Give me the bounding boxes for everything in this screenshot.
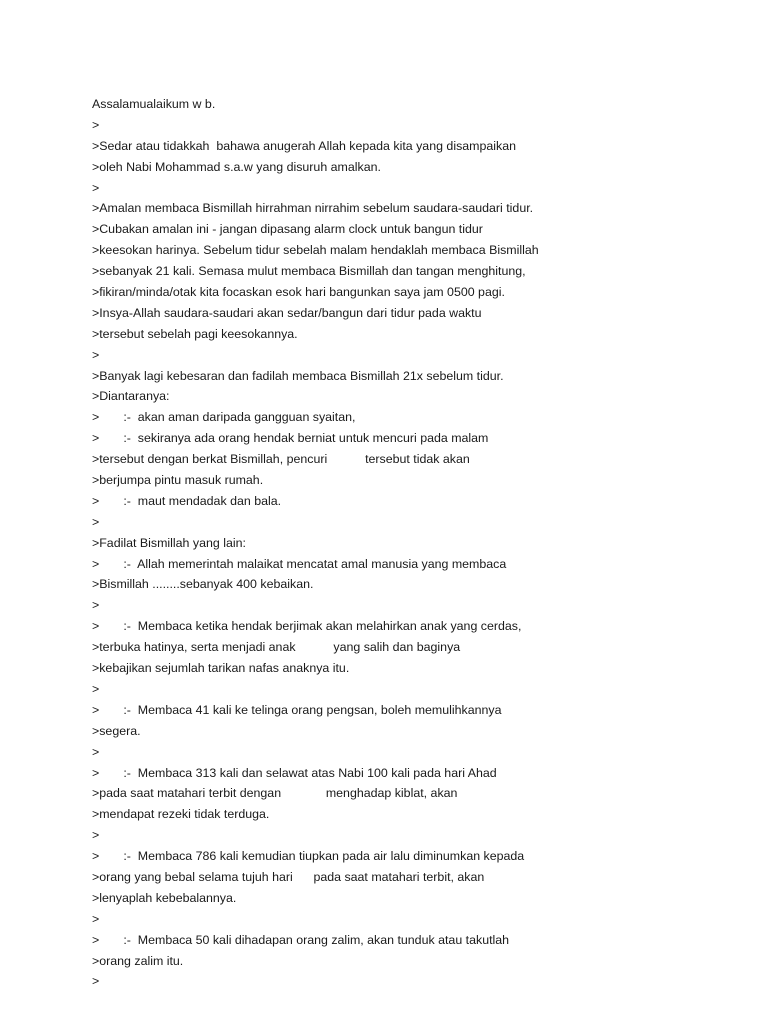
text-line: >segera. bbox=[92, 723, 141, 738]
document-body bbox=[92, 94, 732, 992]
text-line: > :- Membaca 50 kali dihadapan orang zalim, akan tunduk atau takutlah bbox=[92, 932, 510, 947]
text-line: >sebanyak 21 kali. Semasa mulut membaca Bismillah dan tangan menghitung, bbox=[92, 264, 526, 279]
text-line: > bbox=[92, 744, 100, 759]
text-line: >Cubakan amalan ini - jangan dipasang alarm clock untuk bangun tidur bbox=[92, 222, 483, 237]
text-line: > bbox=[92, 598, 100, 613]
text-line: >pada saat matahari terbit dengan menghadap kiblat, akan bbox=[92, 786, 458, 801]
text-line: >tersebut sebelah pagi keesokannya. bbox=[92, 326, 298, 341]
text-line: > :- Membaca 786 kali kemudian tiupkan pada air lalu diminumkan kepada bbox=[92, 849, 525, 864]
text-line: >Fadilat Bismillah yang lain: bbox=[92, 535, 246, 550]
text-line: > :- sekiranya ada orang hendak berniat untuk mencuri pada malam bbox=[92, 431, 489, 446]
text-line: > bbox=[92, 681, 100, 696]
text-line: > :- Membaca ketika hendak berjimak akan melahirkan anak yang cerdas, bbox=[92, 619, 522, 634]
text-line: >Amalan membaca Bismillah hirrahman nirrahim sebelum saudara-saudari tidur. bbox=[92, 201, 534, 216]
text-line: Assalamualaikum w b. bbox=[92, 97, 216, 111]
text-line: >Insya-Allah saudara-saudari akan sedar/bangun dari tidur pada waktu bbox=[92, 305, 482, 320]
text-line: >Banyak lagi kebesaran dan fadilah membaca Bismillah 21x sebelum tidur. bbox=[92, 368, 504, 383]
text-line: > :- Allah memerintah malaikat mencatat amal manusia yang membaca bbox=[92, 556, 507, 571]
text-line: > bbox=[92, 911, 100, 926]
text-line: >berjumpa pintu masuk rumah. bbox=[92, 473, 264, 488]
text-line: >Sedar atau tidakkah bahawa anugerah Allah kepada kita yang disampaikan bbox=[92, 138, 516, 153]
text-line: >Bismillah ........sebanyak 400 kebaikan. bbox=[92, 577, 314, 592]
text-line: > bbox=[92, 514, 100, 529]
text-line: >fikiran/minda/otak kita focaskan esok hari bangunkan saya jam 0500 pagi. bbox=[92, 285, 505, 300]
text-line: >Diantaranya: bbox=[92, 389, 170, 404]
text-line: > :- akan aman daripada gangguan syaitan, bbox=[92, 410, 356, 425]
text-line: >terbuka hatinya, serta menjadi anak yang salih dan baginya bbox=[92, 640, 461, 655]
text-line: > :- Membaca 313 kali dan selawat atas Nabi 100 kali pada hari Ahad bbox=[92, 765, 497, 780]
text-line: >kebajikan sejumlah tarikan nafas anaknya itu. bbox=[92, 661, 350, 676]
text-line: > :- maut mendadak dan bala. bbox=[92, 493, 282, 508]
text-line: >oleh Nabi Mohammad s.a.w yang disuruh amalkan. bbox=[92, 159, 381, 174]
text-line: > bbox=[92, 347, 100, 362]
text-line: >mendapat rezeki tidak terduga. bbox=[92, 807, 270, 822]
text-line: >lenyaplah kebebalannya. bbox=[92, 890, 237, 905]
text-line: > bbox=[92, 974, 100, 989]
text-line: >orang zalim itu. bbox=[92, 953, 184, 968]
text-line: > bbox=[92, 180, 100, 195]
text-line: > :- Membaca 41 kali ke telinga orang pengsan, boleh memulihkannya bbox=[92, 702, 502, 717]
text-line: > bbox=[92, 828, 100, 843]
text-line: >keesokan harinya. Sebelum tidur sebelah malam hendaklah membaca Bismillah bbox=[92, 243, 539, 258]
text-line: >tersebut dengan berkat Bismillah, pencuri tersebut tidak akan bbox=[92, 452, 470, 467]
text-line: >orang yang bebal selama tujuh hari pada saat matahari terbit, akan bbox=[92, 869, 485, 884]
text-line: > bbox=[92, 117, 100, 132]
